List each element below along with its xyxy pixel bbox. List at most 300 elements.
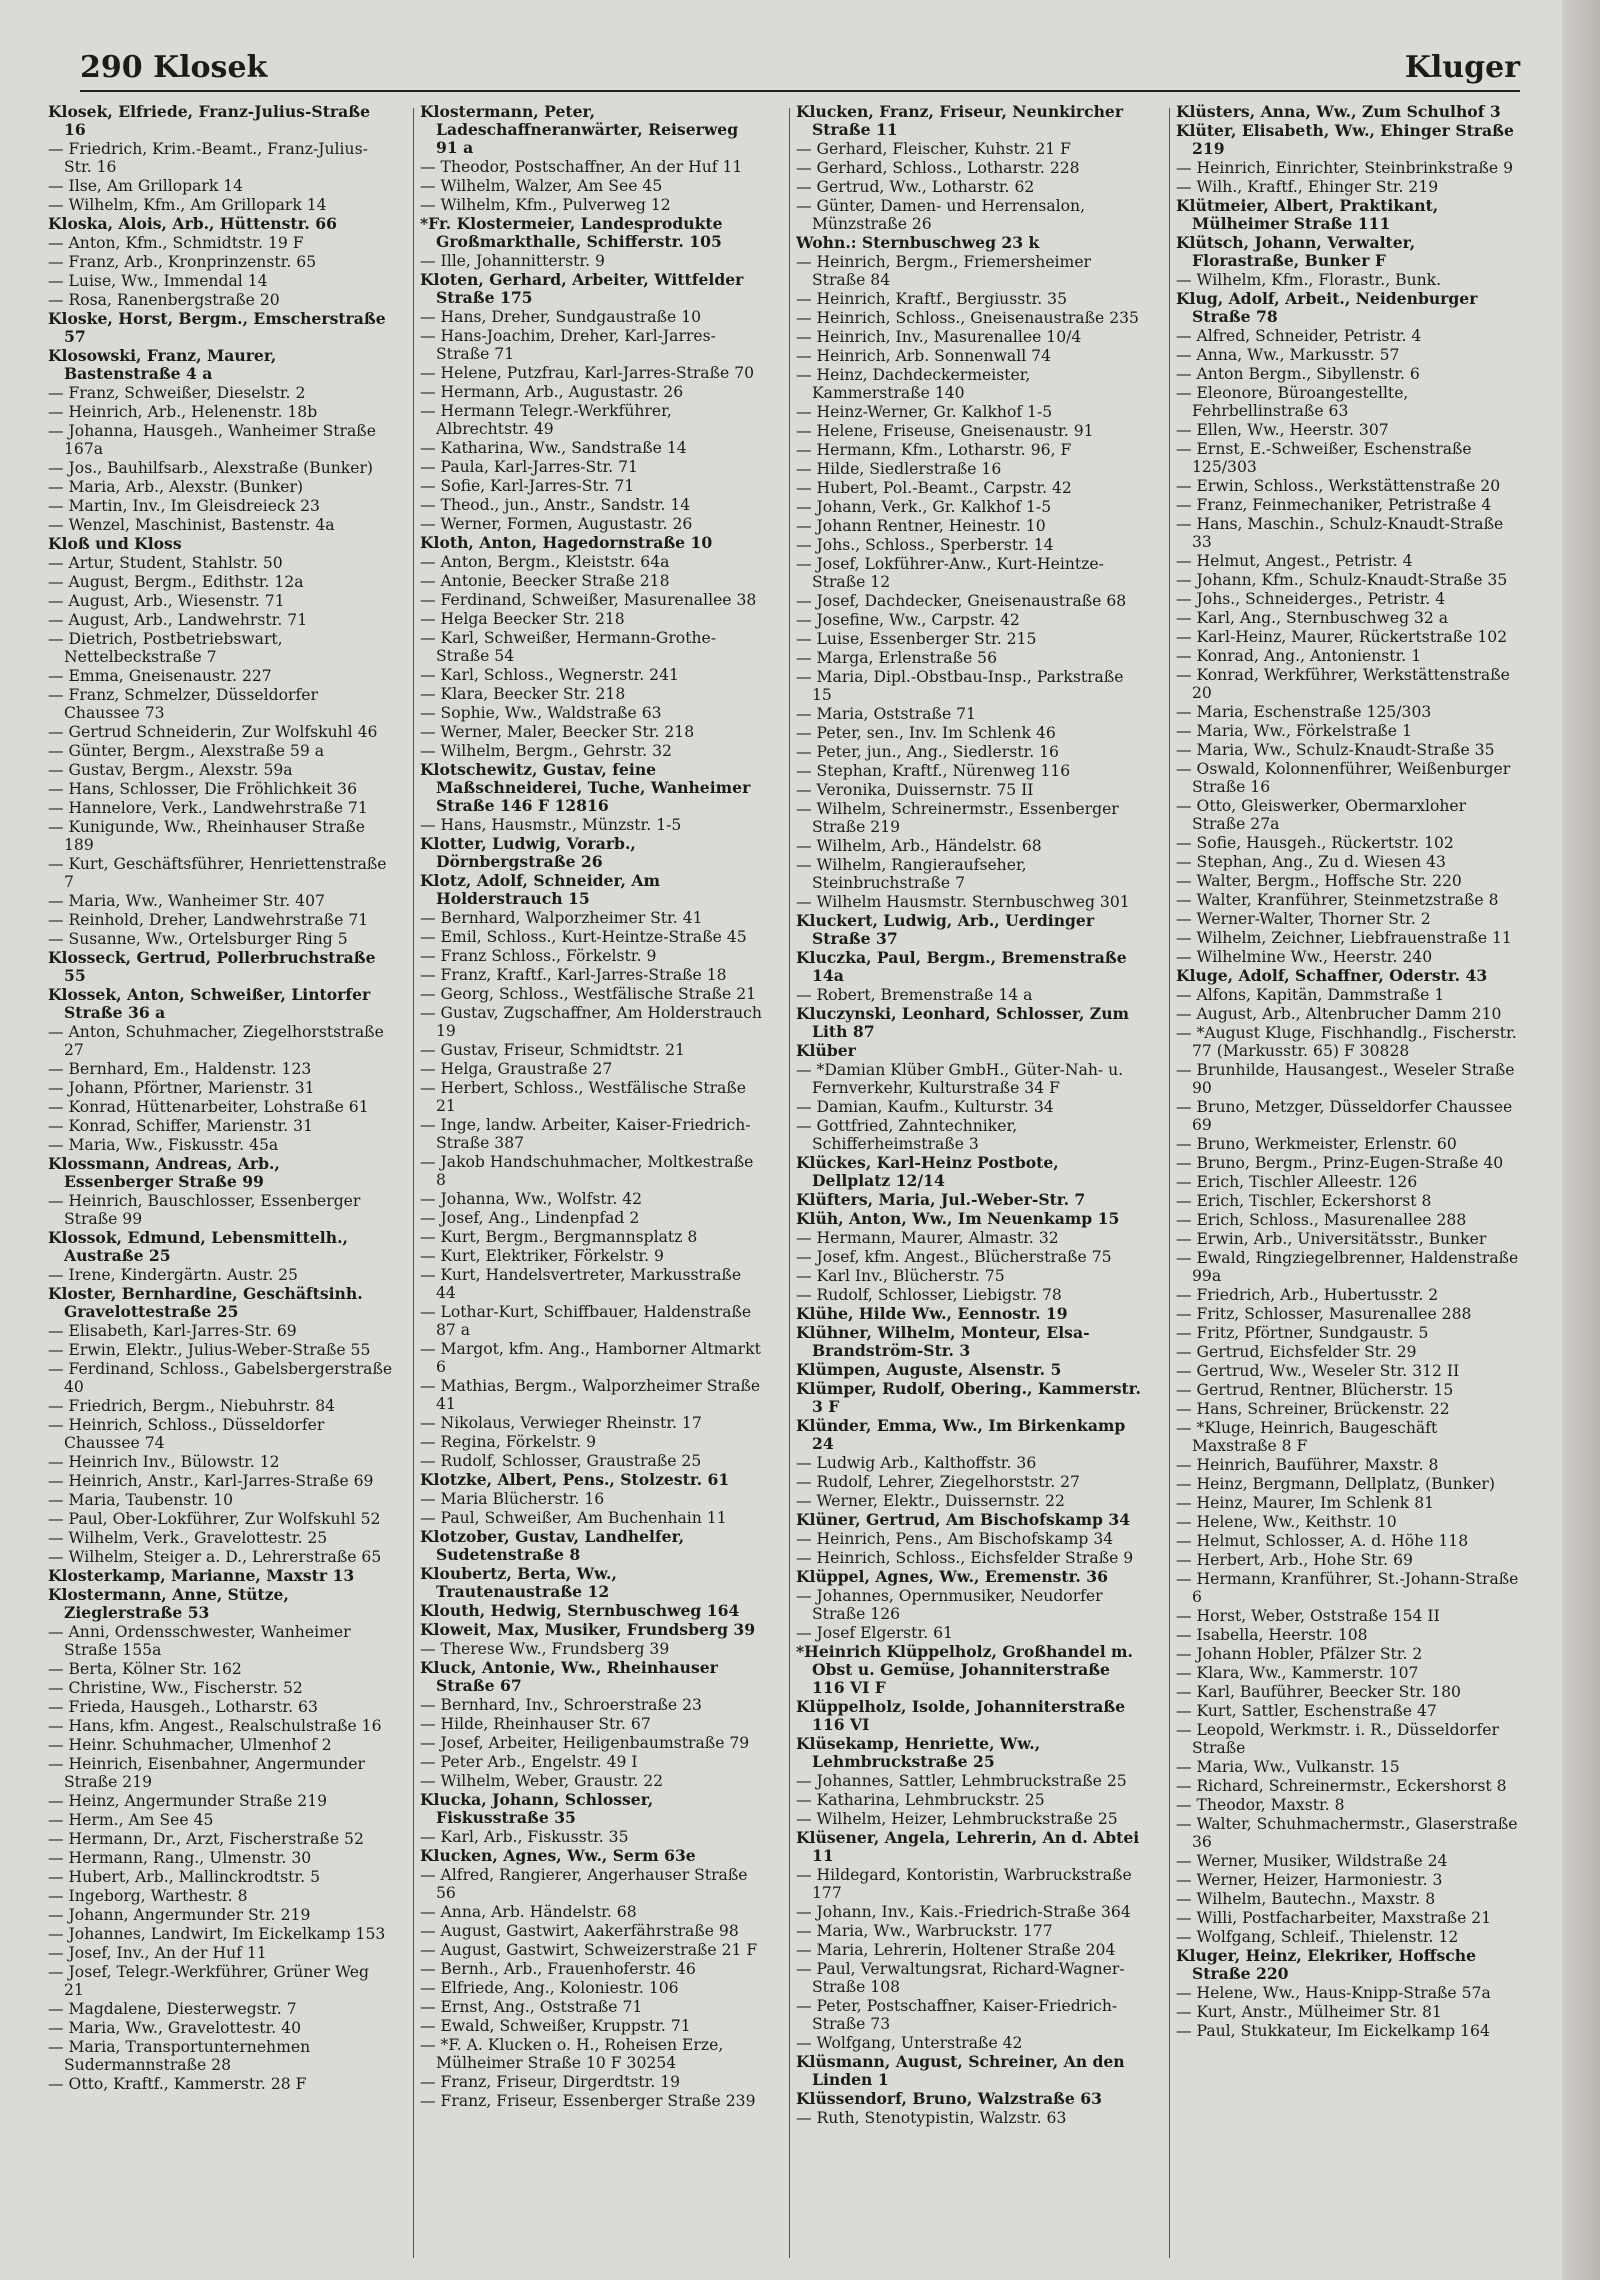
directory-entry: — Helene, Friseuse, Gneisenaustr. 91	[796, 422, 1094, 440]
directory-entry: — Ewald, Ringziegelbrenner, Haldenstraße 99a	[1176, 1249, 1519, 1285]
directory-entry: — Therese Ww., Frundsberg 39	[420, 1640, 670, 1658]
directory-entry: — Werner, Heizer, Harmoniestr. 3	[1176, 1871, 1443, 1889]
directory-entry: — Johann, Verk., Gr. Kalkhof 1-5	[796, 498, 1052, 516]
directory-entry: — Heinz, Dachdeckermeister, Kammerstraße 140	[796, 366, 1031, 402]
directory-entry: Klostermann, Anne, Stütze, Zieglerstraße 53	[48, 1585, 289, 1622]
directory-entry: Kluge, Adolf, Schaffner, Oderstr. 43	[1176, 966, 1488, 985]
directory-entry: — Wilhelm, Bergm., Gehrstr. 32	[420, 742, 672, 760]
directory-entry: — Klara, Ww., Kammerstr. 107	[1176, 1664, 1419, 1682]
directory-entry: — Wilhelm, Verk., Gravelottestr. 25	[48, 1529, 328, 1547]
directory-entry: — Hans, Schlosser, Die Fröhlichkeit 36	[48, 780, 357, 798]
directory-entry: — Werner, Maler, Beecker Str. 218	[420, 723, 695, 741]
directory-entry: — *Kluge, Heinrich, Baugeschäft Maxstraße 8 F	[1176, 1419, 1438, 1455]
directory-entry: — Friedrich, Krim.-Beamt., Franz-Julius-Str. 16	[48, 140, 368, 176]
directory-entry: Kluger, Heinz, Elekriker, Hoffsche Straße 220	[1176, 1946, 1477, 1983]
directory-entry: — Helene, Putzfrau, Karl-Jarres-Straße 70	[420, 364, 755, 382]
directory-entry: — Josef, Lokführer-Anw., Kurt-Heintze-Straße 12	[796, 555, 1104, 591]
directory-entry: — Kurt, Sattler, Eschenstraße 47	[1176, 1702, 1437, 1720]
directory-entry: Klosowski, Franz, Maurer, Bastenstraße 4 a	[48, 346, 277, 383]
directory-entry: — Irene, Kindergärtn. Austr. 25	[48, 1266, 298, 1284]
directory-entry: — Erwin, Schloss., Werkstättenstraße 20	[1176, 477, 1501, 495]
directory-entry: — Emma, Gneisenaustr. 227	[48, 667, 272, 685]
directory-entry: — Franz, Friseur, Essenberger Straße 239	[420, 2092, 756, 2110]
directory-entry: — Georg, Schloss., Westfälische Straße 21	[420, 985, 757, 1003]
directory-entry: — Erich, Tischler, Eckershorst 8	[1176, 1192, 1432, 1210]
directory-entry: — Sophie, Ww., Waldstraße 63	[420, 704, 662, 722]
directory-entry: — Johann Hobler, Pfälzer Str. 2	[1176, 1645, 1423, 1663]
directory-entry: — Josef, Telegr.-Werkführer, Grüner Weg 21	[48, 1963, 369, 1999]
page-header	[80, 50, 1520, 92]
directory-entry: — Stephan, Ang., Zu d. Wiesen 43	[1176, 853, 1446, 871]
directory-entry: — Wilhelm, Bautechn., Maxstr. 8	[1176, 1890, 1436, 1908]
directory-entry: — Susanne, Ww., Ortelsburger Ring 5	[48, 930, 348, 948]
page-number: 290	[80, 50, 143, 85]
directory-entry: — Emil, Schloss., Kurt-Heintze-Straße 45	[420, 928, 747, 946]
directory-entry: — Wilhelm, Arb., Händelstr. 68	[796, 837, 1042, 855]
directory-entry: — Rudolf, Schlosser, Graustraße 25	[420, 1452, 702, 1470]
directory-entry: — Gertrud Schneiderin, Zur Wolfskuhl 46	[48, 723, 378, 741]
directory-entry: Klückes, Karl-Heinz Postbote, Dellplatz 12/14	[796, 1153, 1059, 1190]
directory-entry: — Hans-Joachim, Dreher, Karl-Jarres-Straße 71	[420, 327, 716, 363]
directory-entry: — Willi, Postfacharbeiter, Maxstraße 21	[1176, 1909, 1492, 1927]
directory-entry: — Gustav, Bergm., Alexstr. 59a	[48, 761, 293, 779]
directory-entry: — Hans, kfm. Angest., Realschulstraße 16	[48, 1717, 382, 1735]
directory-entry: — Maria Blücherstr. 16	[420, 1490, 605, 1508]
directory-entry: — Karl-Heinz, Maurer, Rückertstraße 102	[1176, 628, 1508, 646]
directory-entry: — Alfred, Rangierer, Angerhauser Straße 56	[420, 1866, 748, 1902]
directory-entry: — Marga, Erlenstraße 56	[796, 649, 998, 667]
directory-entry: — Luise, Essenberger Str. 215	[796, 630, 1037, 648]
directory-entry: — Ille, Johannitterstr. 9	[420, 252, 605, 270]
directory-entry: — Reinhold, Dreher, Landwehrstraße 71	[48, 911, 369, 929]
directory-entry: Kloß und Kloss	[48, 534, 182, 553]
column-2	[420, 103, 765, 2263]
adjacent-page-edge	[1562, 0, 1600, 2280]
directory-entry: Klotz, Adolf, Schneider, Am Holderstrauch 15	[420, 871, 660, 908]
directory-entry: — Bernhard, Em., Haldenstr. 123	[48, 1060, 312, 1078]
column-divider	[789, 108, 790, 2258]
directory-entry: — Kunigunde, Ww., Rheinhauser Straße 189	[48, 818, 365, 854]
directory-entry: — Wenzel, Maschinist, Bastenstr. 4a	[48, 516, 335, 534]
column-divider	[413, 108, 414, 2258]
directory-entry: — Hannelore, Verk., Landwehrstraße 71	[48, 799, 368, 817]
directory-entry: — Rosa, Ranenbergstraße 20	[48, 291, 280, 309]
directory-entry: — Johs., Schneiderges., Petristr. 4	[1176, 590, 1446, 608]
directory-entry: — Gustav, Zugschaffner, Am Holderstrauch 19	[420, 1004, 762, 1040]
directory-entry: Klüter, Elisabeth, Ww., Ehinger Straße 219	[1176, 121, 1514, 158]
directory-entry: — Ingeborg, Warthestr. 8	[48, 1887, 248, 1905]
directory-entry: Klünder, Emma, Ww., Im Birkenkamp 24	[796, 1416, 1126, 1453]
directory-entry: Klouth, Hedwig, Sternbuschweg 164	[420, 1601, 740, 1620]
directory-entry: — Karl Inv., Blücherstr. 75	[796, 1267, 1005, 1285]
directory-entry: — Paul, Ober-Lokführer, Zur Wolfskuhl 52	[48, 1510, 381, 1528]
directory-entry: — Heinrich Inv., Bülowstr. 12	[48, 1453, 280, 1471]
directory-entry: — Ruth, Stenotypistin, Walzstr. 63	[796, 2109, 1067, 2127]
directory-entry: — Sofie, Karl-Jarres-Str. 71	[420, 477, 635, 495]
directory-entry: — Heinr. Schuhmacher, Ulmenhof 2	[48, 1736, 332, 1754]
directory-entry: — Gerhard, Schloss., Lotharstr. 228	[796, 159, 1080, 177]
directory-entry: — Johanna, Hausgeh., Wanheimer Straße 167a	[48, 422, 376, 458]
directory-entry: — Wilhelm, Kfm., Florastr., Bunk.	[1176, 271, 1442, 289]
directory-entry: — Anton, Schuhmacher, Ziegelhorststraße 27	[48, 1023, 384, 1059]
directory-entry: — Antonie, Beecker Straße 218	[420, 572, 670, 590]
directory-entry: Klühe, Hilde Ww., Eennostr. 19	[796, 1304, 1068, 1323]
directory-entry: — Konrad, Ang., Antonienstr. 1	[1176, 647, 1422, 665]
directory-entry: Klotter, Ludwig, Vorarb., Dörnbergstraße 26	[420, 834, 636, 871]
directory-entry: Klossok, Edmund, Lebensmittelh., Austraße 25	[48, 1228, 348, 1265]
directory-entry: — Gertrud, Rentner, Blücherstr. 15	[1176, 1381, 1454, 1399]
directory-entry: — Horst, Weber, Oststraße 154 II	[1176, 1607, 1440, 1625]
directory-entry: — *Damian Klüber GmbH., Güter-Nah- u. Fernverkehr, Kulturstraße 34 F	[796, 1061, 1124, 1097]
directory-entry: — Ellen, Ww., Heerstr. 307	[1176, 421, 1389, 439]
directory-entry: Wohn.: Sternbuschweg 23 k	[796, 233, 1040, 252]
directory-entry: Kluczynski, Leonhard, Schlosser, Zum Lith 87	[796, 1004, 1130, 1041]
directory-entry: — Jakob Handschuhmacher, Moltkestraße 8	[420, 1153, 754, 1189]
directory-entry: — Ernst, E.-Schweißer, Eschenstraße 125/303	[1176, 440, 1472, 476]
directory-entry: — Josef, Arbeiter, Heiligenbaumstraße 79	[420, 1734, 750, 1752]
directory-entry: — Franz, Schweißer, Dieselstr. 2	[48, 384, 306, 402]
directory-entry: — Berta, Kölner Str. 162	[48, 1660, 242, 1678]
directory-entry: — Jos., Bauhilfsarb., Alexstraße (Bunker)	[48, 459, 373, 477]
directory-entry: — Wilhelm, Weber, Graustr. 22	[420, 1772, 664, 1790]
directory-entry: — Konrad, Schiffer, Marienstr. 31	[48, 1117, 314, 1135]
directory-entry: — Maria, Taubenstr. 10	[48, 1491, 234, 1509]
directory-entry: — Wilhelm, Zeichner, Liebfrauenstraße 11	[1176, 929, 1512, 947]
directory-entry: Klütmeier, Albert, Praktikant, Mülheimer Straße 111	[1176, 196, 1439, 233]
directory-entry: Klucken, Agnes, Ww., Serm 63e	[420, 1846, 696, 1865]
directory-entry: — Peter, sen., Inv. Im Schlenk 46	[796, 724, 1056, 742]
directory-entry: — Heinrich, Anstr., Karl-Jarres-Straße 69	[48, 1472, 374, 1490]
directory-entry: Klüh, Anton, Ww., Im Neuenkamp 15	[796, 1209, 1120, 1228]
directory-entry: — Johs., Schloss., Sperberstr. 14	[796, 536, 1054, 554]
directory-entry: — Friedrich, Arb., Hubertusstr. 2	[1176, 1286, 1439, 1304]
directory-entry: — *August Kluge, Fischhandlg., Fischerstr. 77 (Markusstr. 65) F 30828	[1176, 1024, 1517, 1060]
directory-entry: — Hermann, Rang., Ulmenstr. 30	[48, 1849, 312, 1867]
directory-entry: — Friedrich, Bergm., Niebuhrstr. 84	[48, 1397, 336, 1415]
directory-entry: — Maria, Ww., Gravelottestr. 40	[48, 2019, 302, 2037]
directory-entry: — Johannes, Landwirt, Im Eickelkamp 153	[48, 1925, 386, 1943]
directory-entry: — Helga Beecker Str. 218	[420, 610, 625, 628]
directory-entry: — Hans, Maschin., Schulz-Knaudt-Straße 33	[1176, 515, 1504, 551]
directory-entry: — Johann, Pförtner, Marienstr. 31	[48, 1079, 315, 1097]
directory-entry: — Theodor, Postschaffner, An der Huf 11	[420, 158, 743, 176]
directory-entry: — Gustav, Friseur, Schmidtstr. 21	[420, 1041, 685, 1059]
directory-entry: — Otto, Kraftf., Kammerstr. 28 F	[48, 2075, 307, 2093]
directory-entry: Klostermann, Peter, Ladeschaffneranwärter, Reiserweg 91 a	[420, 103, 739, 157]
directory-entry: — Ferdinand, Schweißer, Masurenallee 38	[420, 591, 757, 609]
directory-entry: — Anni, Ordensschwester, Wanheimer Straße 155a	[48, 1623, 351, 1659]
directory-entry: — Walter, Kranführer, Steinmetzstraße 8	[1176, 891, 1499, 909]
directory-entry: — Franz, Feinmechaniker, Petristraße 4	[1176, 496, 1492, 514]
directory-entry: — Wilh., Kraftf., Ehinger Str. 219	[1176, 178, 1439, 196]
directory-entry: — Anton, Kfm., Schmidtstr. 19 F	[48, 234, 304, 252]
directory-entry: — Robert, Bremenstraße 14 a	[796, 986, 1033, 1004]
directory-entry: — Artur, Student, Stahlstr. 50	[48, 554, 283, 572]
directory-entry: — Inge, landw. Arbeiter, Kaiser-Friedrich-Straße 387	[420, 1116, 751, 1152]
directory-entry: — Sofie, Hausgeh., Rückertstr. 102	[1176, 834, 1454, 852]
directory-entry: Klüppel, Agnes, Ww., Eremenstr. 36	[796, 1567, 1108, 1586]
directory-entry: — Erwin, Arb., Universitätsstr., Bunker	[1176, 1230, 1487, 1248]
directory-entry: *Fr. Klostermeier, Landesprodukte Großmarkthalle, Schifferstr. 105	[420, 214, 723, 251]
directory-entry: Kloth, Anton, Hagedornstraße 10	[420, 533, 713, 552]
directory-entry: — Heinrich, Einrichter, Steinbrinkstraße 9	[1176, 159, 1513, 177]
directory-entry: — Rudolf, Lehrer, Ziegelhorststr. 27	[796, 1473, 1080, 1491]
directory-entry: — Hermann, Arb., Augustastr. 26	[420, 383, 684, 401]
directory-entry: — Heinz, Maurer, Im Schlenk 81	[1176, 1494, 1435, 1512]
directory-entry: — Maria, Lehrerin, Holtener Straße 204	[796, 1941, 1116, 1959]
directory-entry: Klosseck, Gertrud, Pollerbruchstraße 55	[48, 948, 376, 985]
directory-entry: — Josefine, Ww., Carpstr. 42	[796, 611, 1020, 629]
directory-entry: — Hans, Hausmstr., Münzstr. 1-5	[420, 816, 682, 834]
directory-entry: — Johannes, Sattler, Lehmbruckstraße 25	[796, 1772, 1127, 1790]
directory-entry: — Hildegard, Kontoristin, Warbruckstraße 177	[796, 1866, 1132, 1902]
directory-entry: — Wilhelmine Ww., Heerstr. 240	[1176, 948, 1433, 966]
directory-entry: — Elfriede, Ang., Koloniestr. 106	[420, 1979, 679, 1997]
directory-entry: — Klara, Beecker Str. 218	[420, 685, 626, 703]
directory-entry: — Heinrich, Eisenbahner, Angermunder Straße 219	[48, 1755, 365, 1791]
directory-entry: — Eleonore, Büroangestellte, Fehrbellinstraße 63	[1176, 384, 1409, 420]
directory-entry: — Herm., Am See 45	[48, 1811, 214, 1829]
directory-entry: — Hilde, Siedlerstraße 16	[796, 460, 1002, 478]
directory-entry: Kluczka, Paul, Bergm., Bremenstraße 14a	[796, 948, 1127, 985]
directory-entry: — Paul, Schweißer, Am Buchenhain 11	[420, 1509, 727, 1527]
directory-entry: — Hermann Telegr.-Werkführer, Albrechtstr. 49	[420, 402, 672, 438]
directory-entry: — Brunhilde, Hausangest., Weseler Straße 90	[1176, 1061, 1515, 1097]
directory-entry: — Bruno, Bergm., Prinz-Eugen-Straße 40	[1176, 1154, 1504, 1172]
directory-entry: — Karl, Ang., Sternbuschweg 32 a	[1176, 609, 1449, 627]
directory-entry: — Heinrich, Arb. Sonnenwall 74	[796, 347, 1051, 365]
directory-entry: — Paula, Karl-Jarres-Str. 71	[420, 458, 638, 476]
directory-entry: — Kurt, Anstr., Mülheimer Str. 81	[1176, 2003, 1442, 2021]
directory-entry: — Christine, Ww., Fischerstr. 52	[48, 1679, 303, 1697]
directory-entry: Klotzke, Albert, Pens., Stolzestr. 61	[420, 1470, 730, 1489]
directory-entry: — Josef Elgerstr. 61	[796, 1624, 953, 1642]
directory-entry: Klüner, Gertrud, Am Bischofskamp 34	[796, 1510, 1131, 1529]
directory-entry: — Kurt, Bergm., Bergmannsplatz 8	[420, 1228, 698, 1246]
column-1	[48, 103, 393, 2263]
directory-entry: Klümpen, Auguste, Alsenstr. 5	[796, 1360, 1062, 1379]
directory-entry: Klosterkamp, Marianne, Maxstr 13	[48, 1566, 355, 1585]
directory-entry: — Anna, Ww., Markusstr. 57	[1176, 346, 1400, 364]
directory-entry: — Veronika, Duissernstr. 75 II	[796, 781, 1034, 799]
directory-entry: — Johannes, Opernmusiker, Neudorfer Straße 126	[796, 1587, 1103, 1623]
directory-entry: — Maria, Arb., Alexstr. (Bunker)	[48, 478, 304, 496]
directory-entry: — Ludwig Arb., Kalthoffstr. 36	[796, 1454, 1037, 1472]
directory-entry: — Franz, Friseur, Dirgerdtstr. 19	[420, 2073, 681, 2091]
directory-entry: Klossmann, Andreas, Arb., Essenberger Straße 99	[48, 1154, 280, 1191]
directory-entry: — Magdalene, Diesterwegstr. 7	[48, 2000, 297, 2018]
directory-entry: — Johann, Kfm., Schulz-Knaudt-Straße 35	[1176, 571, 1508, 589]
directory-entry: — Stephan, Kraftf., Nürenweg 116	[796, 762, 1071, 780]
directory-entry: — Johann Rentner, Heinestr. 10	[796, 517, 1046, 535]
directory-entry: Klümper, Rudolf, Obering., Kammerstr. 3 F	[796, 1379, 1141, 1416]
directory-entry: — Ferdinand, Schloss., Gabelsbergerstraße 40	[48, 1360, 393, 1396]
header-left	[80, 50, 267, 85]
directory-entry: Klosek, Elfriede, Franz-Julius-Straße 16	[48, 103, 370, 139]
directory-entry: — Heinrich, Schloss., Düsseldorfer Chaussee 74	[48, 1416, 325, 1452]
directory-entry: — Josef, kfm. Angest., Blücherstraße 75	[796, 1248, 1112, 1266]
directory-entry: — Theod., jun., Anstr., Sandstr. 14	[420, 496, 691, 514]
directory-entry: — Maria, Ww., Schulz-Knaudt-Straße 35	[1176, 741, 1495, 759]
column-divider	[1169, 108, 1170, 2258]
directory-entry: — Regina, Förkelstr. 9	[420, 1433, 597, 1451]
directory-entry: — Hubert, Arb., Mallinckrodtstr. 5	[48, 1868, 320, 1886]
directory-entry: — Karl, Schweißer, Hermann-Grothe-Straße 54	[420, 629, 716, 665]
directory-entry: — Margot, kfm. Ang., Hamborner Altmarkt 6	[420, 1340, 761, 1376]
directory-entry: — Kurt, Handelsvertreter, Markusstraße 44	[420, 1266, 742, 1302]
directory-entry: — *F. A. Klucken o. H., Roheisen Erze, Mülheimer Straße 10 F 30254	[420, 2036, 724, 2072]
directory-entry: — Damian, Kaufm., Kulturstr. 34	[796, 1098, 1054, 1116]
directory-entry: — Peter Arb., Engelstr. 49 I	[420, 1753, 638, 1771]
directory-entry: — Paul, Verwaltungsrat, Richard-Wagner-Straße 108	[796, 1960, 1125, 1996]
directory-entry: — Elisabeth, Karl-Jarres-Str. 69	[48, 1322, 297, 1340]
directory-entry: Klug, Adolf, Arbeit., Neidenburger Straße 78	[1176, 289, 1478, 326]
directory-entry: — Hermann, Kfm., Lotharstr. 96, F	[796, 441, 1072, 459]
directory-entry: — Lothar-Kurt, Schiffbauer, Haldenstraße 87 a	[420, 1303, 752, 1339]
directory-entry: — Herbert, Arb., Hohe Str. 69	[1176, 1551, 1413, 1569]
directory-entry: — Gerhard, Fleischer, Kuhstr. 21 F	[796, 140, 1071, 158]
directory-entry: — Fritz, Pförtner, Sundgaustr. 5	[1176, 1324, 1429, 1342]
directory-entry: — Franz, Kraftf., Karl-Jarres-Straße 18	[420, 966, 727, 984]
directory-entry: — Franz Schloss., Förkelstr. 9	[420, 947, 657, 965]
directory-entry: — Franz, Arb., Kronprinzenstr. 65	[48, 253, 317, 271]
directory-entry: — Johann, Angermunder Str. 219	[48, 1906, 311, 1924]
directory-entry: — Helmut, Angest., Petristr. 4	[1176, 552, 1413, 570]
directory-entry: — Wilhelm, Walzer, Am See 45	[420, 177, 663, 195]
directory-entry: — Günter, Damen- und Herrensalon, Münzstraße 26	[796, 197, 1086, 233]
directory-entry: — Anton, Bergm., Kleiststr. 64a	[420, 553, 670, 571]
directory-entry: — Konrad, Hüttenarbeiter, Lohstraße 61	[48, 1098, 369, 1116]
directory-entry: — Mathias, Bergm., Walporzheimer Straße 41	[420, 1377, 761, 1413]
directory-entry: — Maria, Ww., Warbruckstr. 177	[796, 1922, 1053, 1940]
header-right-word: Kluger	[1404, 50, 1520, 85]
directory-entry: — Ilse, Am Grillopark 14	[48, 177, 244, 195]
directory-entry: — Maria, Ww., Förkelstraße 1	[1176, 722, 1412, 740]
directory-entry: — Walter, Schuhmachermstr., Glaserstraße 36	[1176, 1815, 1518, 1851]
directory-entry: — Wolfgang, Unterstraße 42	[796, 2034, 1023, 2052]
directory-entry: — Helmut, Schlosser, A. d. Höhe 118	[1176, 1532, 1469, 1550]
directory-entry: — Ernst, Ang., Oststraße 71	[420, 1998, 643, 2016]
directory-entry: — Heinrich, Inv., Masurenallee 10/4	[796, 328, 1082, 346]
directory-entry: — Bernhard, Inv., Schroerstraße 23	[420, 1696, 702, 1714]
directory-entry: — Otto, Gleiswerker, Obermarxloher Straße 27a	[1176, 797, 1467, 833]
directory-entry: — Katharina, Lehmbruckstr. 25	[796, 1791, 1045, 1809]
directory-entry: *Heinrich Klüppelholz, Großhandel m. Obst u. Gemüse, Johanniterstraße 116 VI F	[796, 1642, 1133, 1697]
directory-entry: Klüsmann, August, Schreiner, An den Linden 1	[796, 2052, 1125, 2089]
directory-entry: — Maria, Ww., Wanheimer Str. 407	[48, 892, 325, 910]
directory-entry: — Heinrich, Bauschlosser, Essenberger Straße 99	[48, 1192, 361, 1228]
directory-entry: — Bernh., Arb., Frauenhoferstr. 46	[420, 1960, 696, 1978]
directory-entry: — Isabella, Heerstr. 108	[1176, 1626, 1368, 1644]
directory-entry: — Heinz, Angermunder Straße 219	[48, 1792, 328, 1810]
directory-entry: — Maria, Transportunternehmen Sudermannstraße 28	[48, 2038, 311, 2074]
directory-entry: — Bernhard, Walporzheimer Str. 41	[420, 909, 703, 927]
directory-entry: — Johann, Inv., Kais.-Friedrich-Straße 364	[796, 1903, 1131, 1921]
directory-entry: — Johanna, Ww., Wolfstr. 42	[420, 1190, 643, 1208]
directory-entry: — Günter, Bergm., Alexstraße 59 a	[48, 742, 325, 760]
directory-entry: — Rudolf, Schlosser, Liebigstr. 78	[796, 1286, 1062, 1304]
directory-entry: Klotzober, Gustav, Landhelfer, Sudetenstraße 8	[420, 1527, 685, 1564]
directory-entry: — Hermann, Dr., Arzt, Fischerstraße 52	[48, 1830, 364, 1848]
column-4	[1176, 103, 1521, 2263]
directory-entry: — Wolfgang, Schleif., Thielenstr. 12	[1176, 1928, 1459, 1946]
directory-entry: — Luise, Ww., Immendal 14	[48, 272, 268, 290]
directory-entry: — Josef, Inv., An der Huf 11	[48, 1944, 267, 1962]
directory-entry: — Richard, Schreinermstr., Eckershorst 8	[1176, 1777, 1507, 1795]
directory-entry: — Kurt, Elektriker, Förkelstr. 9	[420, 1247, 664, 1265]
directory-entry: — Wilhelm, Steiger a. D., Lehrerstraße 65	[48, 1548, 382, 1566]
directory-entry: — Werner, Musiker, Wildstraße 24	[1176, 1852, 1448, 1870]
directory-entry: — Maria, Dipl.-Obstbau-Insp., Parkstraße 15	[796, 668, 1124, 704]
directory-entry: — Gertrud, Ww., Lotharstr. 62	[796, 178, 1035, 196]
directory-entry: — Heinrich, Pens., Am Bischofskamp 34	[796, 1530, 1114, 1548]
directory-entry: — Fritz, Schlosser, Masurenallee 288	[1176, 1305, 1472, 1323]
directory-entry: — Leopold, Werkmstr. i. R., Düsseldorfer Straße	[1176, 1721, 1499, 1757]
directory-entry: — Maria, Ww., Fiskusstr. 45a	[48, 1136, 279, 1154]
directory-entry: Klucken, Franz, Friseur, Neunkircher Straße 11	[796, 103, 1124, 139]
directory-entry: — Martin, Inv., Im Gleisdreieck 23	[48, 497, 320, 515]
directory-entry: Klossek, Anton, Schweißer, Lintorfer Straße 36 a	[48, 985, 371, 1022]
column-3	[796, 103, 1141, 2263]
directory-entry: — Franz, Schmelzer, Düsseldorfer Chaussee 73	[48, 686, 318, 722]
directory-entry: — Bruno, Werkmeister, Erlenstr. 60	[1176, 1135, 1457, 1153]
directory-entry: — Heinrich, Arb., Helenenstr. 18b	[48, 403, 318, 421]
directory-entry: — Werner, Formen, Augustastr. 26	[420, 515, 693, 533]
directory-entry: — Hermann, Kranführer, St.-Johann-Straße 6	[1176, 1570, 1519, 1606]
directory-entry: Kloster, Bernhardine, Geschäftsinh. Gravelottestraße 25	[48, 1284, 363, 1321]
directory-entry: Klütsch, Johann, Verwalter, Florastraße, Bunker F	[1176, 233, 1416, 270]
directory-entry: — Maria, Oststraße 71	[796, 705, 976, 723]
directory-entry: — Wilhelm, Rangieraufseher, Steinbruchstraße 7	[796, 856, 1027, 892]
directory-entry: — Herbert, Schloss., Westfälische Straße 21	[420, 1079, 746, 1115]
directory-entry: Kloubertz, Berta, Ww., Trautenaustraße 12	[420, 1564, 617, 1601]
directory-entry: — August, Arb., Landwehrstr. 71	[48, 611, 308, 629]
directory-entry: — Erwin, Elektr., Julius-Weber-Straße 55	[48, 1341, 371, 1359]
directory-entry: — Josef, Dachdecker, Gneisenaustraße 68	[796, 592, 1127, 610]
directory-entry: — Peter, jun., Ang., Siedlerstr. 16	[796, 743, 1059, 761]
directory-entry: — Dietrich, Postbetriebswart, Nettelbeckstraße 7	[48, 630, 283, 666]
directory-entry: — Wilhelm, Schreinermstr., Essenberger Straße 219	[796, 800, 1119, 836]
directory-entry: — Maria, Eschenstraße 125/303	[1176, 703, 1432, 721]
header-left-word: Klosek	[153, 50, 268, 85]
directory-entry: — Josef, Ang., Lindenpfad 2	[420, 1209, 640, 1227]
directory-entry: — Helga, Graustraße 27	[420, 1060, 613, 1078]
directory-entry: — Werner-Walter, Thorner Str. 2	[1176, 910, 1431, 928]
directory-entry: — Helene, Ww., Haus-Knipp-Straße 57a	[1176, 1984, 1491, 2002]
directory-entry: — Gertrud, Ww., Weseler Str. 312 II	[1176, 1362, 1460, 1380]
directory-entry: Kloten, Gerhard, Arbeiter, Wittfelder Straße 175	[420, 270, 744, 307]
directory-entry: Kloske, Horst, Bergm., Emscherstraße 57	[48, 309, 386, 346]
directory-entry: Klüssendorf, Bruno, Walzstraße 63	[796, 2089, 1102, 2108]
directory-entry: — Wilhelm, Kfm., Pulverweg 12	[420, 196, 671, 214]
directory-entry: — Helene, Ww., Keithstr. 10	[1176, 1513, 1397, 1531]
directory-entry: — Ewald, Schweißer, Kruppstr. 71	[420, 2017, 691, 2035]
directory-entry: — Kurt, Geschäftsführer, Henriettenstraße 7	[48, 855, 387, 891]
directory-entry: — August, Bergm., Edithstr. 12a	[48, 573, 304, 591]
directory-entry: — Hilde, Rheinhauser Str. 67	[420, 1715, 651, 1733]
directory-entry: — Alfred, Schneider, Petristr. 4	[1176, 327, 1422, 345]
directory-entry: — August, Gastwirt, Aakerfährstraße 98	[420, 1922, 739, 1940]
directory-entry: Klüsekamp, Henriette, Ww., Lehmbruckstraße 25	[796, 1734, 1041, 1771]
directory-entry: — Wilhelm, Kfm., Am Grillopark 14	[48, 196, 327, 214]
directory-entry: — Hubert, Pol.-Beamt., Carpstr. 42	[796, 479, 1072, 497]
directory-entry: Kluck, Antonie, Ww., Rheinhauser Straße 67	[420, 1658, 718, 1695]
directory-entry: — August, Arb., Wiesenstr. 71	[48, 592, 285, 610]
directory-entry: — Alfons, Kapitän, Dammstraße 1	[1176, 986, 1445, 1004]
directory-entry: — Wilhelm, Heizer, Lehmbruckstraße 25	[796, 1810, 1118, 1828]
directory-entry: Klüsters, Anna, Ww., Zum Schulhof 3	[1176, 103, 1501, 121]
directory-entry: Klühner, Wilhelm, Monteur, Elsa-Brandström-Str. 3	[796, 1323, 1090, 1360]
